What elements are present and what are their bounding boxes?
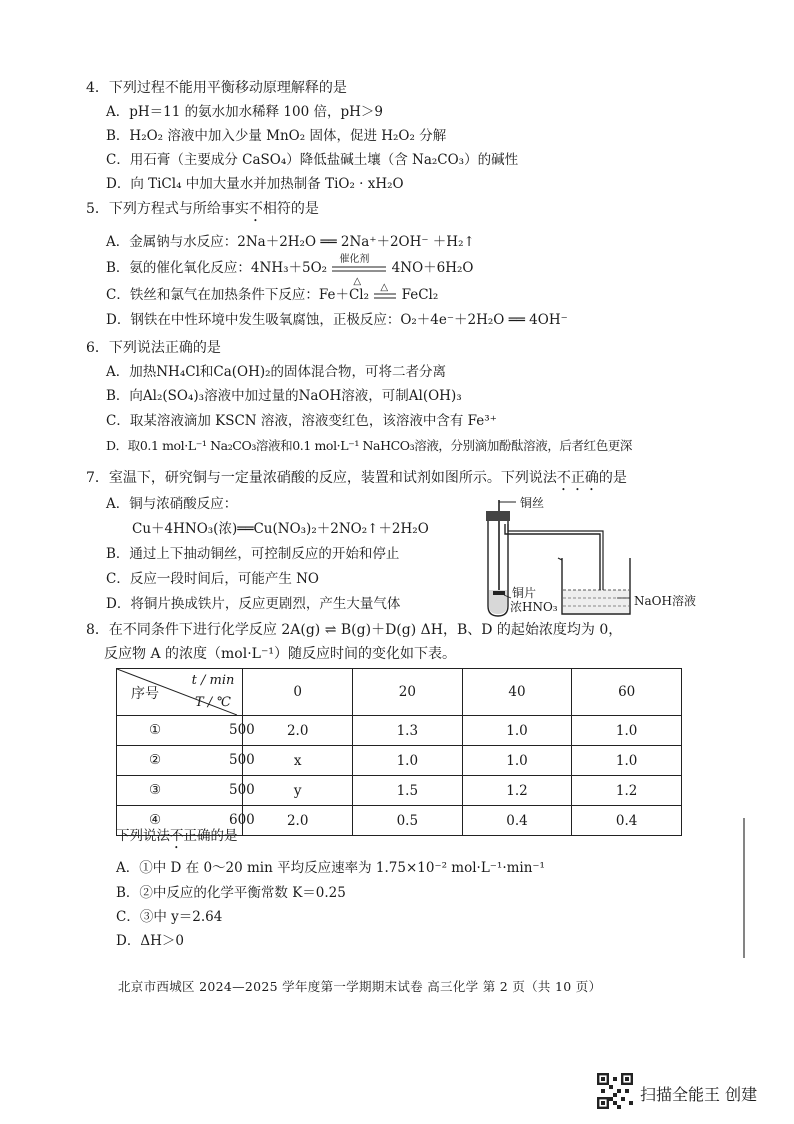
table-cell: 1.2	[462, 776, 572, 806]
q8-substem	[116, 826, 238, 852]
q8-option-a: A．①中 D 在 0～20 min 平均反应速率为 1.75×10⁻² mol·L⁻¹·min⁻¹	[116, 860, 545, 876]
page-footer: 北京市西城区 2024—2025 学年度第一学期期末试卷 高三化学 第 2 页（共 10 页）	[118, 979, 602, 994]
q5-option-c-heat: △	[380, 281, 389, 293]
concentration-table	[116, 668, 682, 836]
q6-option-c: C．取某溶液滴加 KSCN 溶液，溶液变红色，该溶液中含有 Fe³⁺	[106, 413, 497, 429]
q5-option-d: D．钢铁在中性环境中发生吸氧腐蚀，正极反应：O₂＋4e⁻＋2H₂O ══ 4OH⁻	[106, 312, 568, 328]
table-cell: 1.0	[572, 746, 682, 776]
row-no: ④	[149, 812, 162, 828]
header-time-0: 0	[243, 669, 353, 716]
q6-option-a: A．加热NH₄Cl和Ca(OH)₂的固体混合物，可将二者分离	[106, 364, 447, 380]
q8-option-c: C．③中 y＝2.64	[116, 909, 223, 925]
row-temp: 500	[229, 782, 255, 798]
q8-substem-pre: 下列说法	[116, 828, 170, 844]
table-header-row	[117, 669, 682, 716]
margin-line	[742, 818, 746, 958]
q8-option-b: B．②中反应的化学平衡常数 K＝0.25	[116, 885, 346, 901]
q4-stem: 4．下列过程不能用平衡移动原理解释的是	[86, 80, 347, 96]
apparatus-figure	[470, 494, 710, 624]
table-cell: 1.0	[462, 746, 572, 776]
q5-option-c-lhs: C．铁丝和氯气在加热条件下反应：Fe＋Cl₂	[106, 287, 370, 303]
q6-option-d: D．取0.1 mol·L⁻¹ Na₂CO₃溶液和0.1 mol·L⁻¹ NaHCO₃溶液，分别滴加酚酞溶液，后者红色更深	[106, 438, 633, 453]
scanner-watermark: 扫描全能王 创建	[640, 1085, 758, 1104]
header-seq: 序号	[131, 686, 159, 702]
label-copper-wire: 铜丝	[520, 496, 545, 510]
table-row-label	[117, 746, 255, 776]
q5-option-b-lhs: B．氨的催化氧化反应：4NH₃＋5O₂	[106, 260, 328, 276]
table-cell: 0.5	[353, 806, 463, 836]
table-cell: 1.2	[572, 776, 682, 806]
q8-stem-line2: 反应物 A 的浓度（mol·L⁻¹）随反应时间的变化如下表。	[104, 646, 456, 662]
q6-option-b: B．向Al₂(SO₄)₃溶液中加过量的NaOH溶液，可制Al(OH)₃	[106, 388, 462, 404]
q7-option-c: C．反应一段时间后，可能产生 NO	[106, 571, 320, 587]
table-cell: y	[243, 776, 353, 806]
q6-stem: 6．下列说法正确的是	[86, 340, 221, 356]
q8-stem-line1: 8．在不同条件下进行化学反应 2A(g) ⇌ B(g)＋D(g) ΔH，B、D 的起始浓度均为 0，	[86, 622, 623, 638]
row-temp: 600	[229, 812, 255, 828]
table-cell: x	[243, 746, 353, 776]
equals-arrow-icon	[373, 292, 397, 300]
q5-option-b-catalyst: 催化剂	[339, 253, 370, 265]
header-time-20: 20	[353, 669, 463, 716]
q5-option-b-heat: △	[353, 275, 362, 287]
q4-option-b: B．H₂O₂ 溶液中加入少量 MnO₂ 固体，促进 H₂O₂ 分解	[106, 128, 447, 144]
q7-option-b: B．通过上下抽动铜丝，可控制反应的开始和停止	[106, 546, 400, 562]
q7-stem-pre: 7．室温下，研究铜与一定量浓硝酸的反应，装置和试剂如图所示。下列说法	[86, 470, 557, 486]
table-cell: 1.0	[572, 716, 682, 746]
table-row	[117, 746, 682, 776]
q8-substem-emphasis: 不	[170, 828, 184, 844]
q8-option-d: D．ΔH＞0	[116, 933, 184, 949]
q5-stem-post: 相符的是	[262, 201, 319, 217]
table-row	[117, 776, 682, 806]
table-cell: 0.4	[572, 806, 682, 836]
table-cell: 1.5	[353, 776, 463, 806]
table-cell: 2.0	[243, 806, 353, 836]
label-naoh-solution: NaOH溶液	[634, 594, 696, 608]
q5-option-c-rhs: FeCl₂	[401, 287, 439, 303]
row-no: ②	[149, 752, 162, 768]
q7-stem-post: 的是	[598, 470, 627, 486]
q7-option-a: A．铜与浓硝酸反应：	[106, 496, 238, 512]
q7-option-a-equation: Cu＋4HNO₃(浓)══Cu(NO₃)₂＋2NO₂↑＋2H₂O	[132, 521, 429, 537]
header-time-60: 60	[572, 669, 682, 716]
q4-option-a: A．pH＝11 的氨水加水稀释 100 倍，pH＞9	[106, 104, 383, 120]
q5-option-a: A．金属钠与水反应：2Na＋2H₂O ══ 2Na⁺＋2OH⁻ ＋H₂↑	[106, 234, 475, 250]
row-temp: 500	[229, 752, 255, 768]
table-row-label	[117, 776, 255, 806]
label-conc-nitric-acid: 浓HNO₃	[510, 600, 558, 614]
label-copper-plate: 铜片	[512, 586, 537, 600]
q8-substem-post: 正确的是	[183, 828, 238, 844]
header-time: t / min	[191, 673, 235, 688]
header-time-40: 40	[462, 669, 572, 716]
q5-option-b-arrow	[331, 253, 387, 287]
q5-option-c	[106, 281, 439, 305]
table-cell: 1.0	[353, 746, 463, 776]
q5-stem-pre: 5．下列方程式与所给事实	[86, 201, 249, 217]
q5-option-c-arrow	[373, 281, 397, 303]
q4-option-c: C．用石膏（主要成分 CaSO₄）降低盐碱土壤（含 Na₂CO₃）的碱性	[106, 152, 519, 168]
qr-code-icon	[597, 1073, 633, 1109]
row-no: ③	[149, 782, 162, 798]
table-row-label	[117, 716, 255, 746]
table-cell: 1.0	[462, 716, 572, 746]
table-header-corner	[117, 669, 243, 716]
header-temperature: T / ℃	[195, 695, 231, 710]
q7-stem-emphasis: 不正确	[556, 470, 599, 486]
q7-option-d: D．将铜片换成铁片，反应更剧烈，产生大量气体	[106, 596, 401, 612]
row-no: ①	[149, 722, 162, 738]
row-temp: 500	[229, 722, 255, 738]
table-cell: 1.3	[353, 716, 463, 746]
q4-option-d: D．向 TiCl₄ 中加大量水并加热制备 TiO₂ · xH₂O	[106, 176, 404, 192]
table-row	[117, 716, 682, 746]
q5-option-b-rhs: 4NO＋6H₂O	[391, 260, 474, 276]
q7-stem	[86, 468, 627, 494]
q5-option-b	[106, 253, 474, 287]
table-cell: 0.4	[462, 806, 572, 836]
q5-stem-emphasis: 不	[248, 201, 263, 217]
table-cell: 2.0	[243, 716, 353, 746]
q5-stem	[86, 199, 319, 225]
